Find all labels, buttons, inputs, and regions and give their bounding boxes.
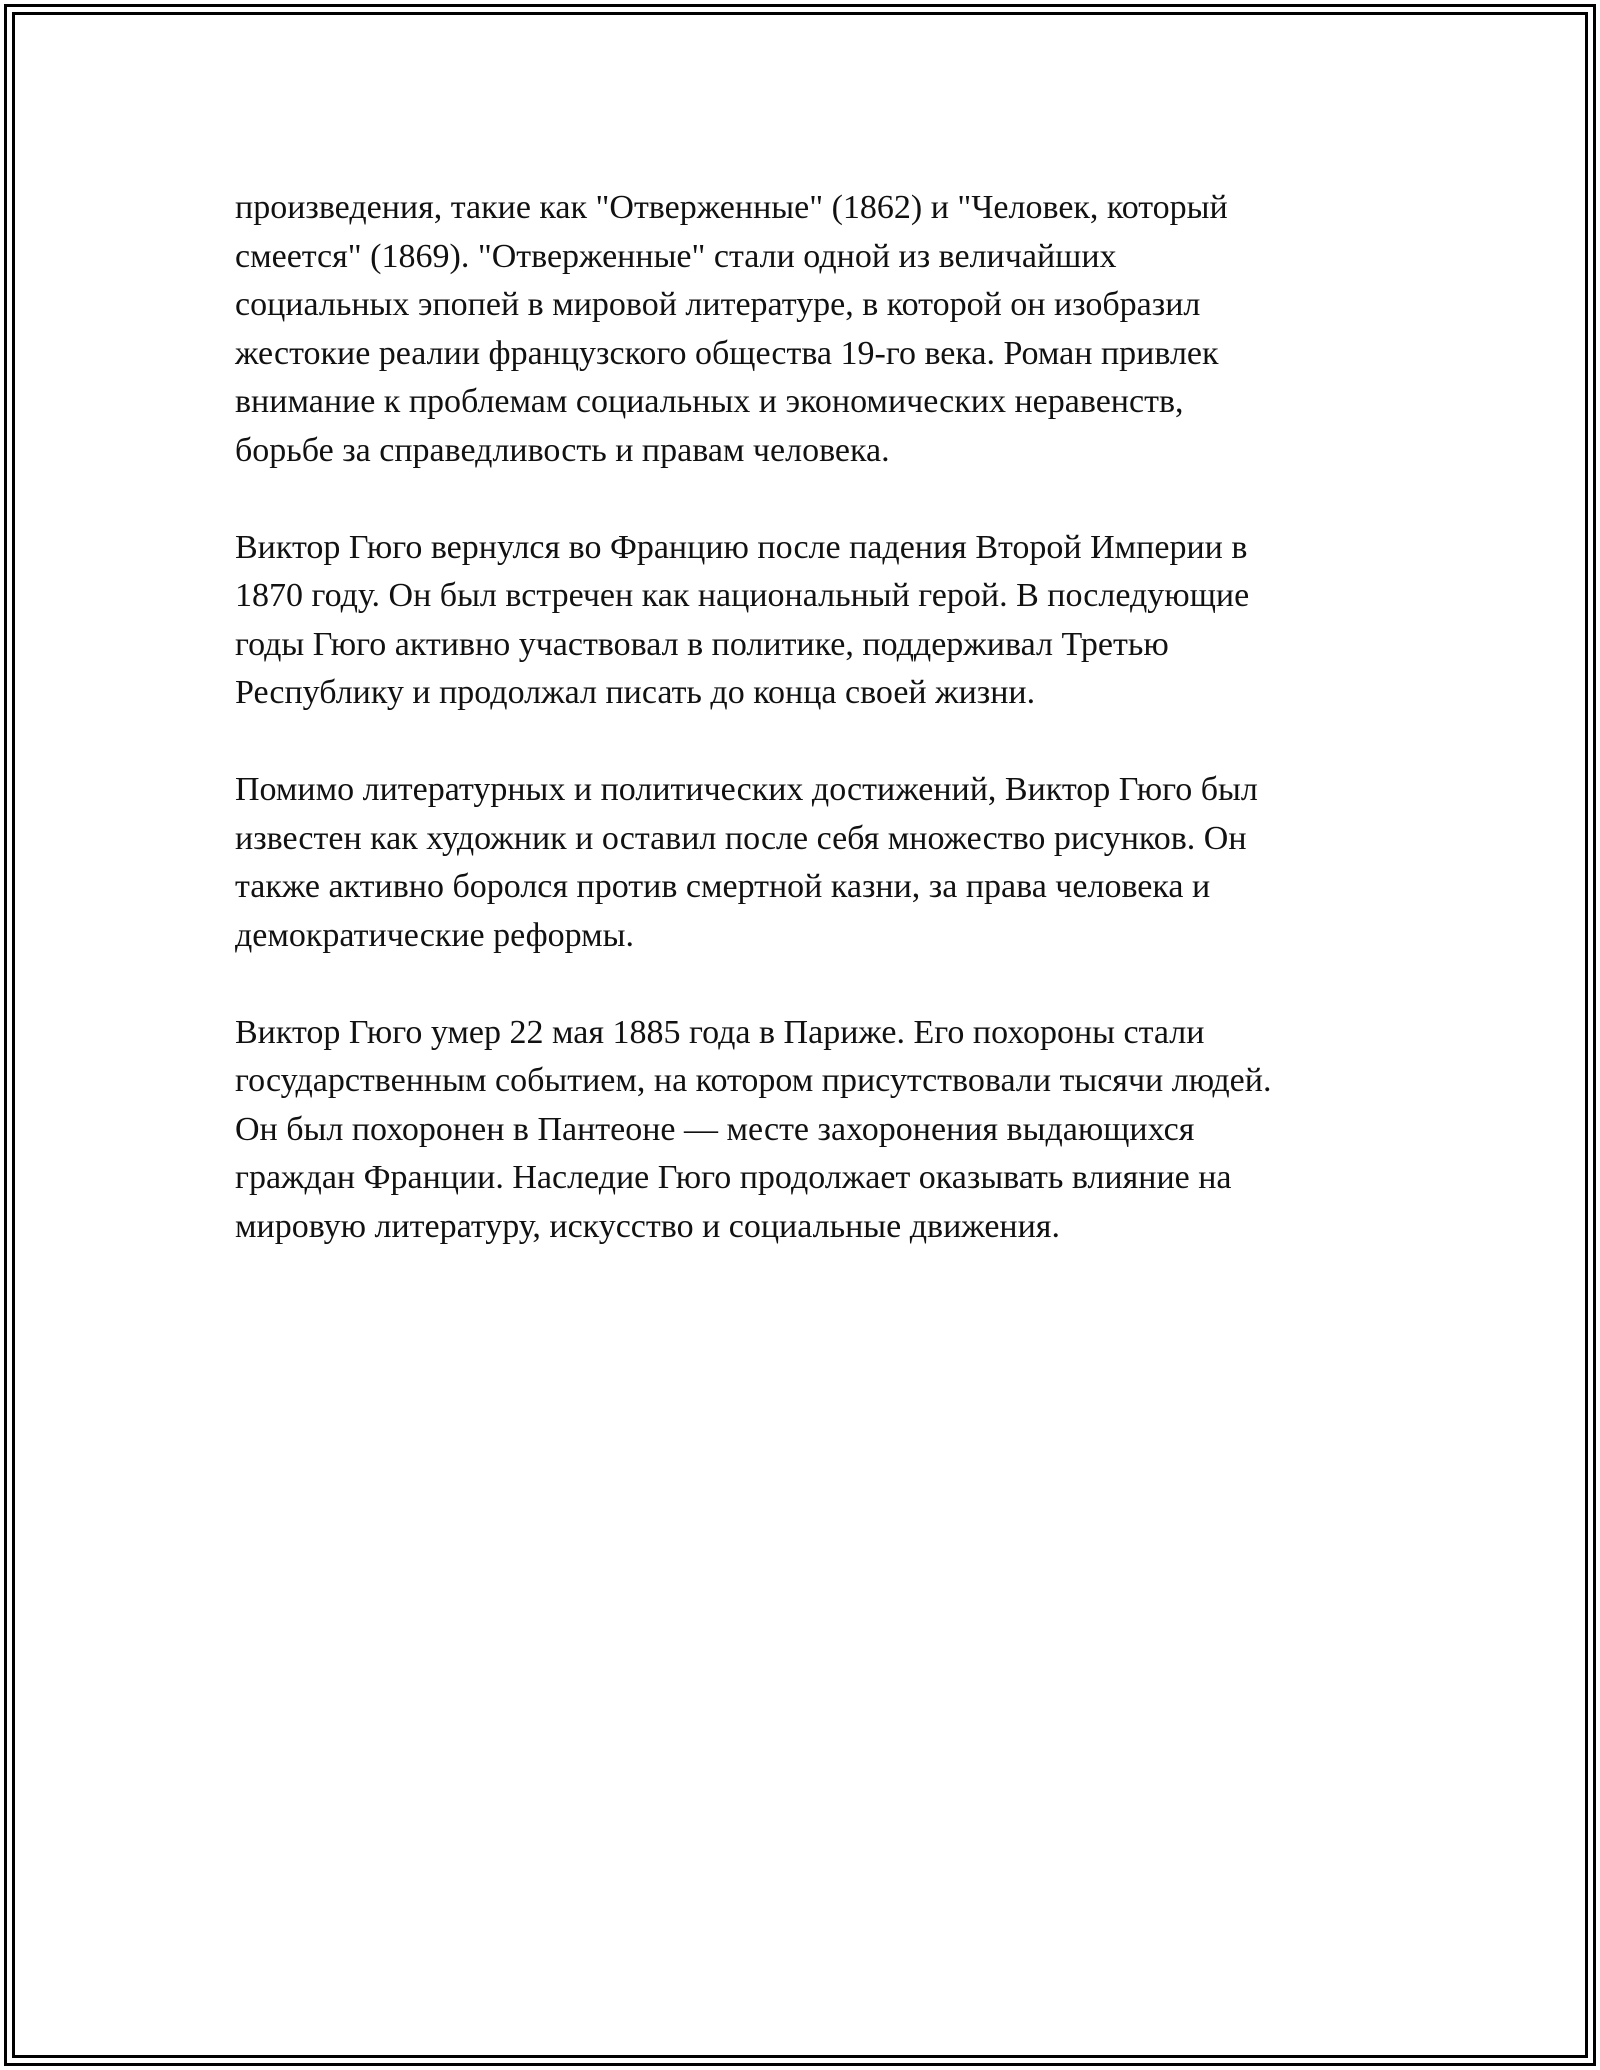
text-line: Виктор Гюго вернулся во Францию после падения Второй Империи в — [235, 528, 1248, 566]
text-line: Республику и продолжал писать до конца своей жизни. — [235, 674, 1036, 711]
paragraph-1 — [235, 184, 1385, 475]
text-line: произведения, такие как "Отверженные" (1862) и "Человек, который — [235, 189, 1228, 226]
text-line: смеется" (1869). "Отверженные" стали одной из величайших — [235, 237, 1117, 275]
document-body — [235, 184, 1385, 1300]
text-line: жестокие реалии французского общества 19-го века. Роман привлек — [235, 334, 1219, 372]
text-line: мировую литературу, искусство и социальные движения. — [235, 1207, 1060, 1245]
text-line: годы Гюго активно участвовал в политике, поддерживал Третью — [235, 625, 1169, 663]
text-line: государственным событием, на котором присутствовали тысячи людей. — [235, 1062, 1272, 1099]
text-line: борьбе за справедливость и правам человека. — [235, 431, 890, 469]
paragraph-2 — [235, 524, 1385, 718]
text-line: Он был похоронен в Пантеоне — месте захоронения выдающихся — [235, 1110, 1195, 1148]
text-line: социальных эпопей в мировой литературе, в которой он изобразил — [235, 286, 1201, 323]
paragraph-3 — [235, 766, 1385, 960]
text-line: демократические реформы. — [235, 916, 635, 954]
text-line: внимание к проблемам социальных и экономических неравенств, — [235, 383, 1184, 420]
text-line: граждан Франции. Наследие Гюго продолжает оказывать влияние на — [235, 1159, 1232, 1196]
text-line: Помимо литературных и политических достижений, Виктор Гюго был — [235, 771, 1258, 808]
text-line: также активно боролся против смертной казни, за права человека и — [235, 868, 1211, 905]
text-line: Виктор Гюго умер 22 мая 1885 года в Париже. Его похороны стали — [235, 1013, 1205, 1051]
text-line: известен как художник и оставил после себя множество рисунков. Он — [235, 819, 1247, 857]
text-line: 1870 году. Он был встречен как национальный герой. В последующие — [235, 577, 1250, 614]
paragraph-4 — [235, 1009, 1385, 1252]
